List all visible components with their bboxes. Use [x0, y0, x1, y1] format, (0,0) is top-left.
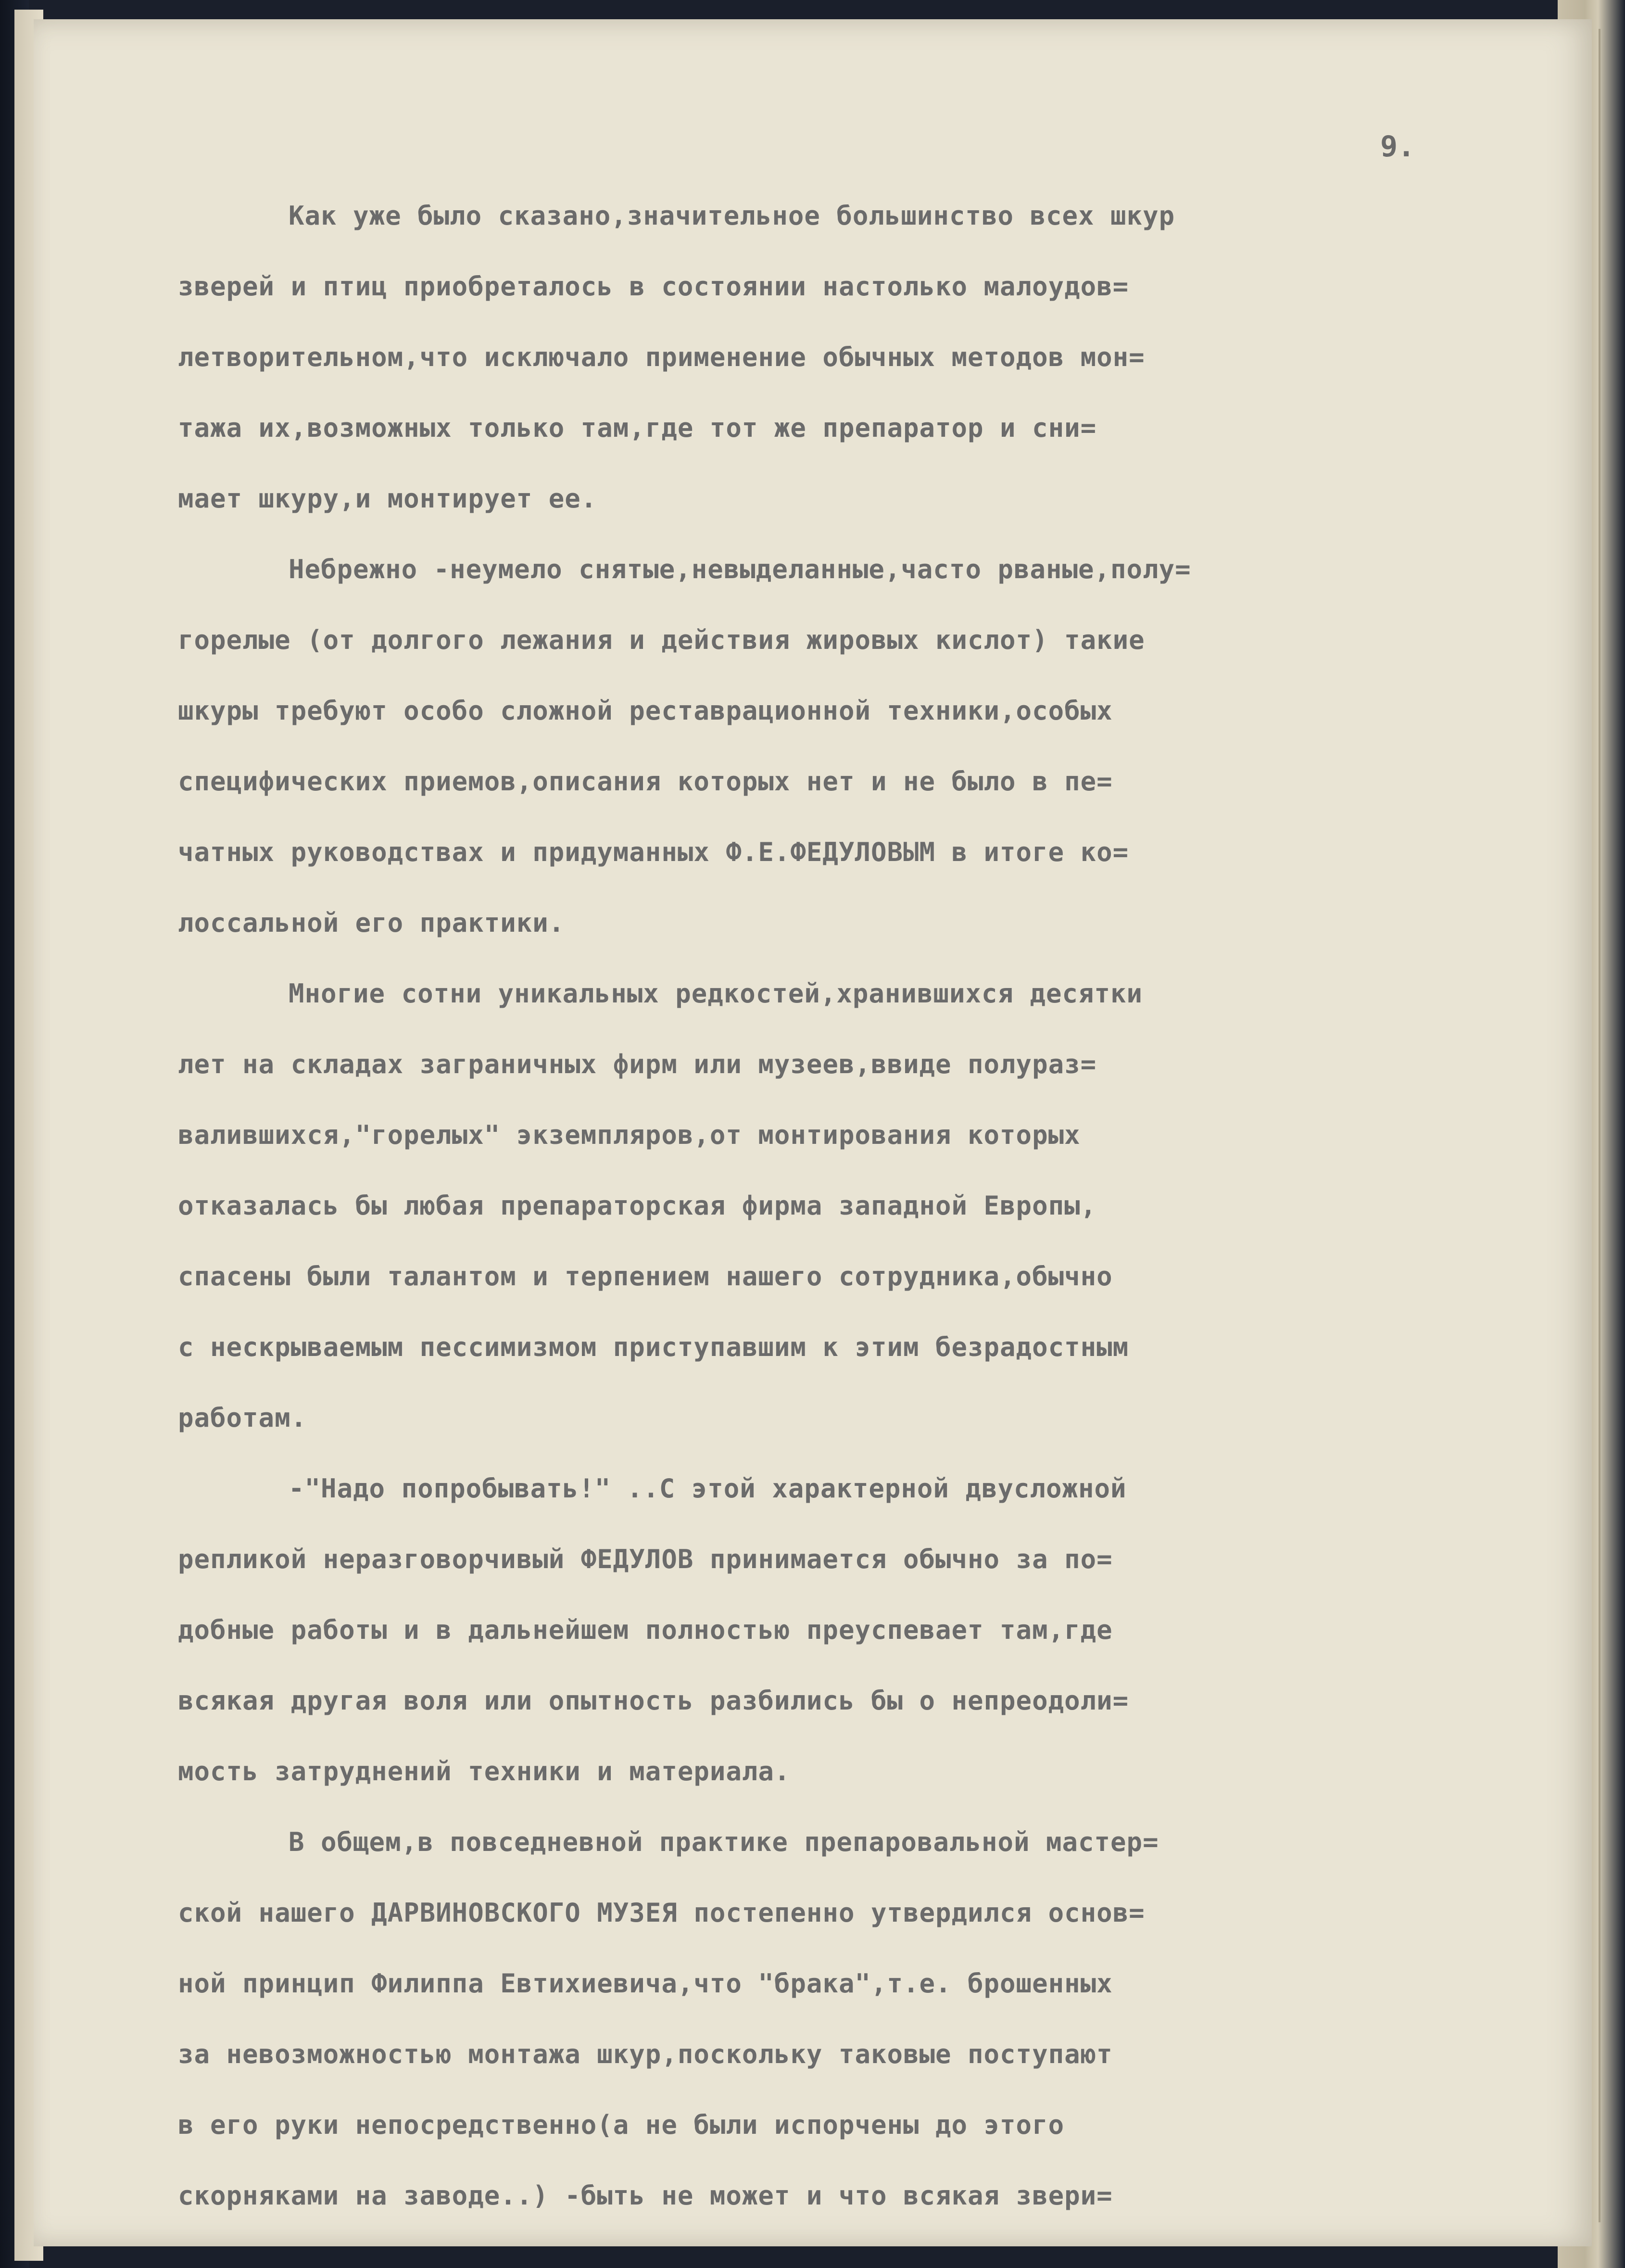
text-line: скорняками на заводе..) -быть не может и что всякая звери= [178, 2180, 1113, 2211]
text-line: работам. [178, 1403, 307, 1433]
text-line: -"Надо попробывать!" ..С этой характерной двусложной [289, 1473, 1127, 1504]
text-line: Как уже было сказано,значительное большинство всех шкур [289, 201, 1175, 231]
text-line: специфических приемов,описания которых нет и не было в пе= [178, 766, 1113, 797]
text-line: Небрежно -неумело снятые,невыделанные,часто рваные,полу= [289, 554, 1191, 584]
text-line: добные работы и в дальнейшем полностью преуспевает там,где [178, 1615, 1113, 1645]
paragraph-4 [178, 1453, 1553, 1807]
page-number: 9. [1380, 130, 1415, 164]
text-line: тажа их,возможных только там,где тот же препаратор и сни= [178, 413, 1097, 443]
text-line: ской нашего ДАРВИНОВСКОГО МУЗЕЯ постепенно утвердился основ= [178, 1898, 1145, 1928]
paragraph-3 [178, 958, 1553, 1453]
text-line: за невозможностью монтажа шкур,поскольку таковые поступают [178, 2039, 1113, 2069]
text-line: валившихся,"горелых" экземпляров,от монтирования которых [178, 1120, 1081, 1150]
document-page [34, 19, 1592, 2246]
text-line: с нескрываемым пессимизмом приступавшим к этим безрадостным [178, 1332, 1129, 1362]
text-line: зверей и птиц приобреталось в состоянии настолько малоудов= [178, 271, 1129, 302]
text-line: горелые (от долгого лежания и действия жировых кислот) такие [178, 625, 1145, 655]
document-body [178, 180, 1553, 2231]
text-line: ной принцип Филиппа Евтихиевича,что "брака",т.е. брошенных [178, 1968, 1113, 1999]
text-line: отказалась бы любая препараторская фирма западной Европы, [178, 1191, 1097, 1221]
paragraph-5 [178, 1807, 1553, 2231]
text-line: лоссальной его практики. [178, 908, 565, 938]
text-line: чатных руководствах и придуманных Ф.Е.ФЕДУЛОВЫМ в итоге ко= [178, 837, 1129, 867]
page-edge-line [1599, 29, 1600, 2222]
paragraph-1 [178, 180, 1553, 534]
paragraph-2 [178, 534, 1553, 958]
text-line: шкуры требуют особо сложной реставрационной техники,особых [178, 696, 1113, 726]
text-line: репликой неразговорчивый ФЕДУЛОВ принимается обычно за по= [178, 1544, 1113, 1574]
text-line: мость затруднений техники и материала. [178, 1756, 791, 1787]
text-line: мает шкуру,и монтирует ее. [178, 483, 597, 514]
text-line: В общем,в повседневной практике препаровальной мастер= [289, 1827, 1159, 1857]
text-line: Многие сотни уникальных редкостей,хранившихся десятки [289, 978, 1143, 1009]
text-line: спасены были талантом и терпением нашего сотрудника,обычно [178, 1261, 1113, 1292]
text-line: всякая другая воля или опытность разбились бы о непреодоли= [178, 1685, 1129, 1716]
text-line: в его руки непосредственно(а не были испорчены до этого [178, 2110, 1065, 2140]
text-line: летворительном,что исключало применение обычных методов мон= [178, 342, 1145, 372]
text-line: лет на складах заграничных фирм или музеев,ввиде полураз= [178, 1049, 1097, 1079]
